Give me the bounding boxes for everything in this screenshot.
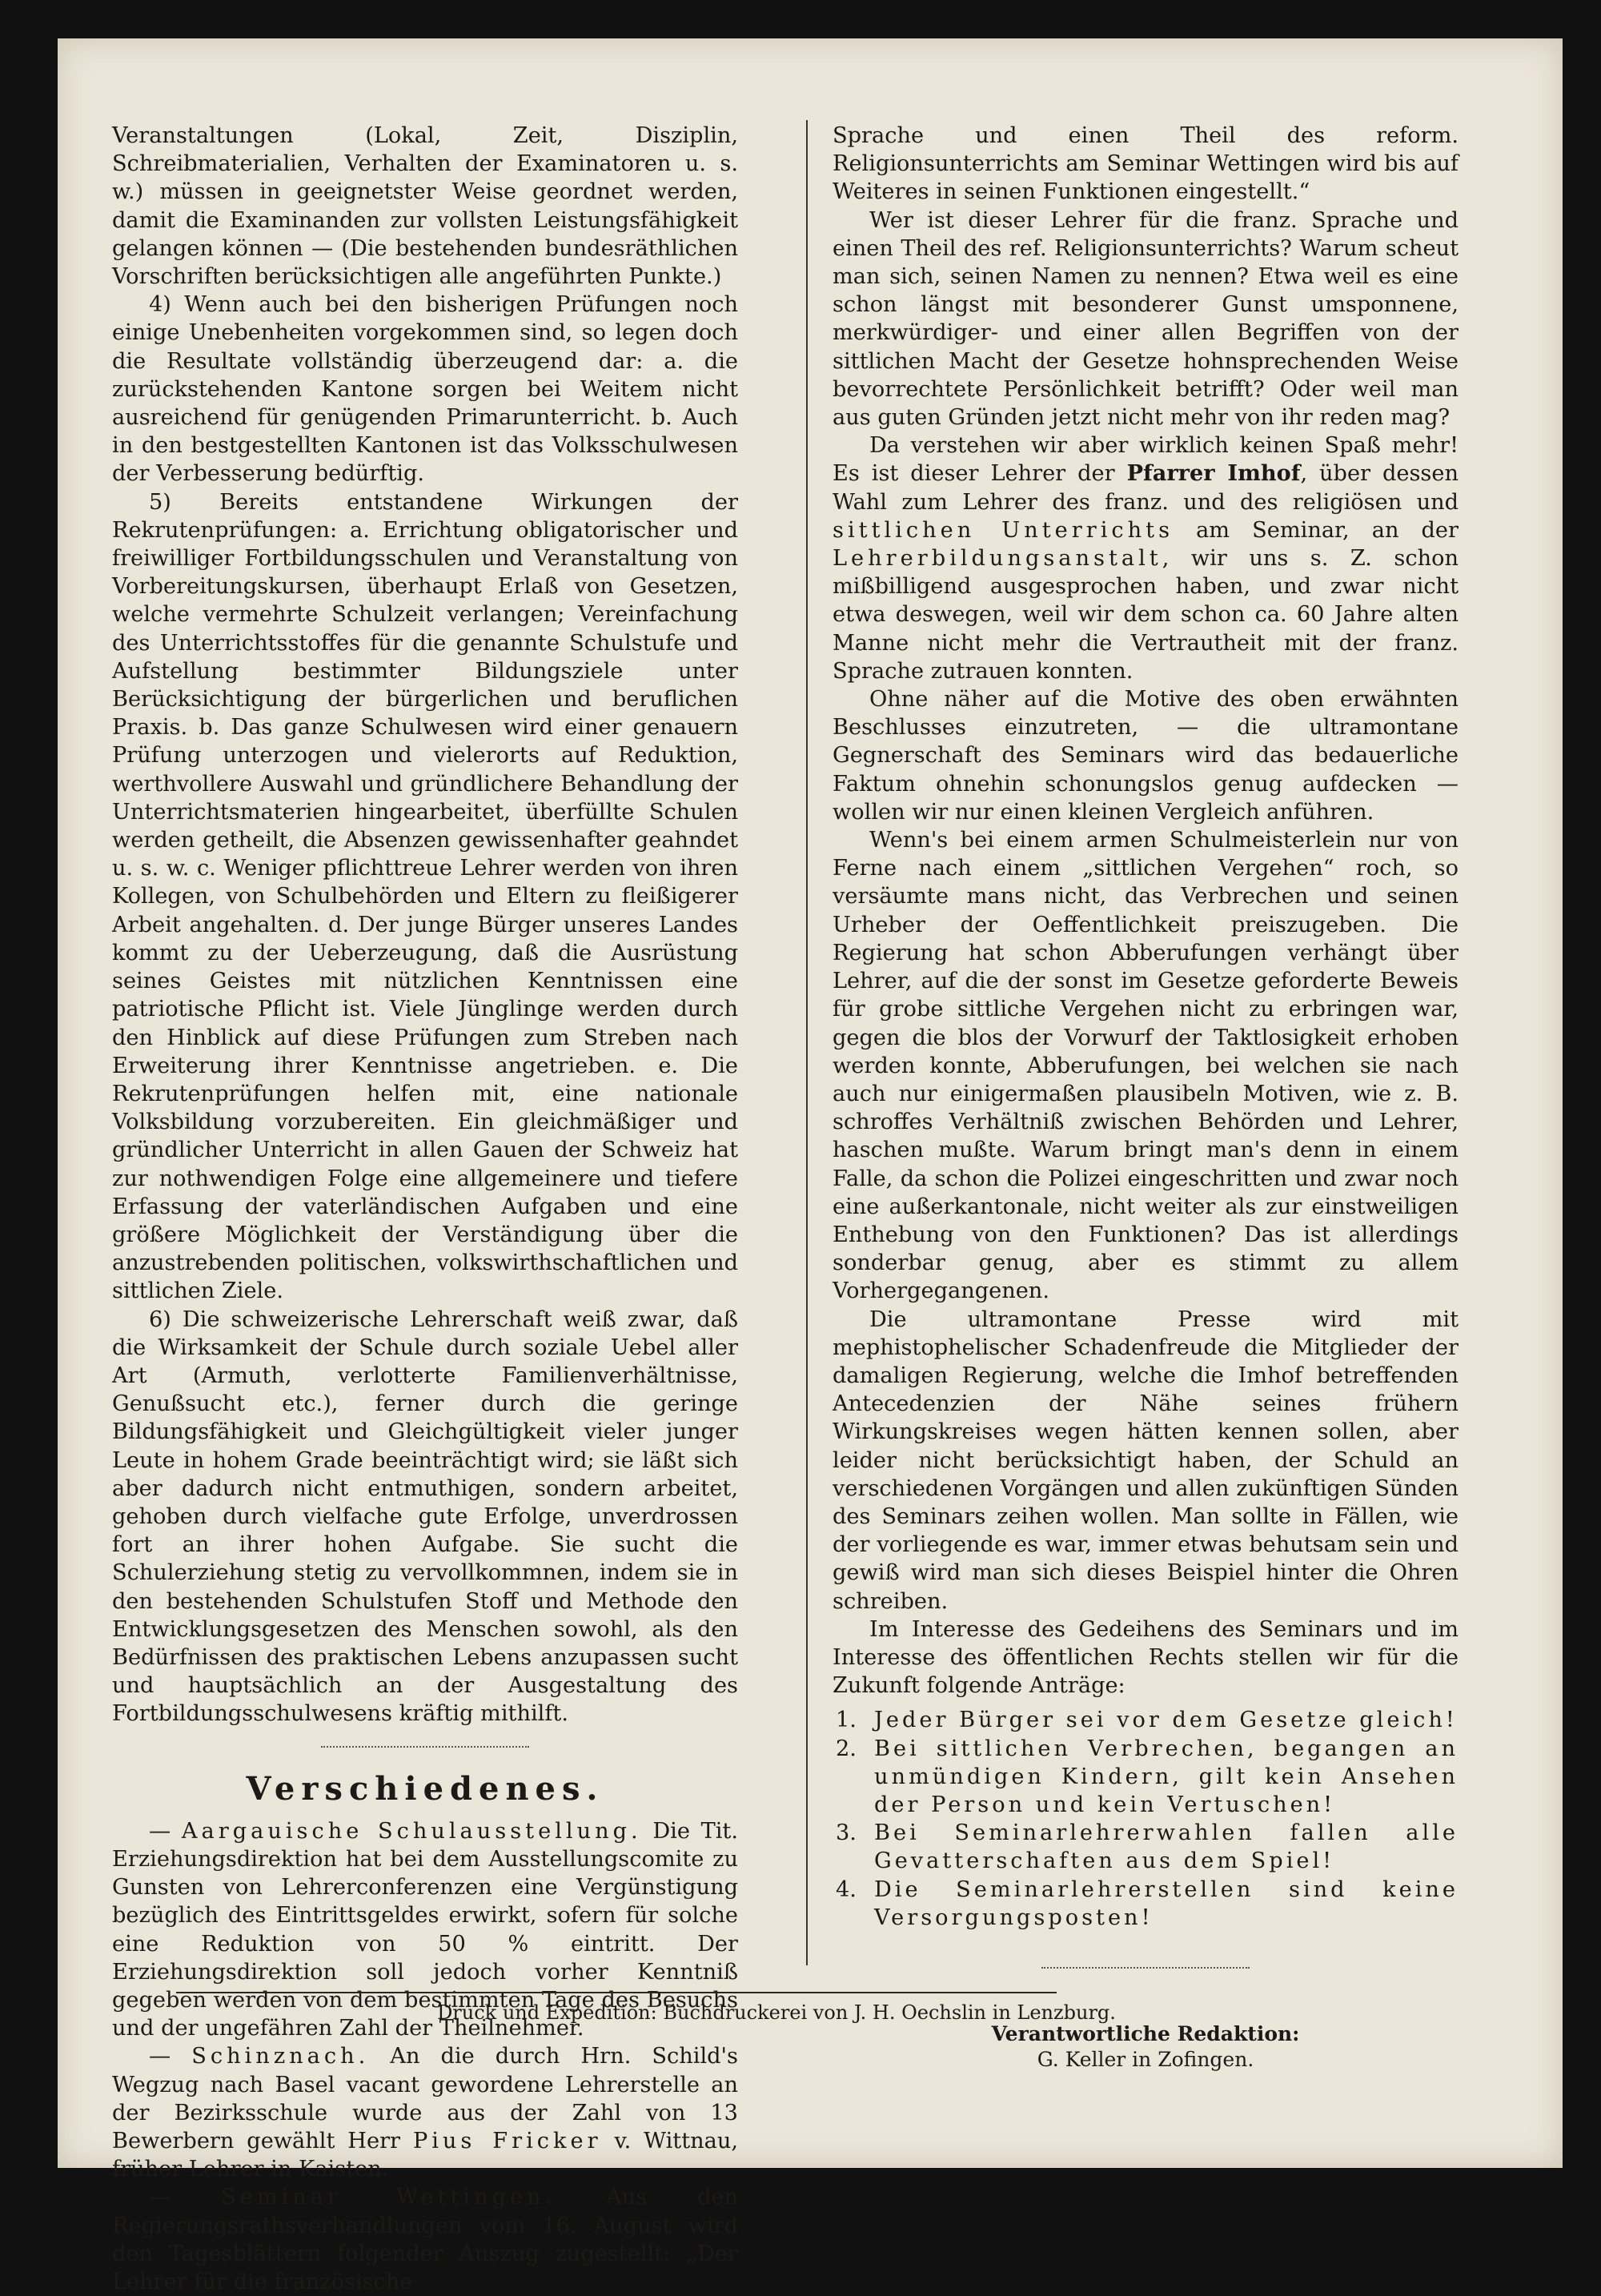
editor-name: G. Keller in Zofingen.	[1037, 2048, 1254, 2071]
item-text: An die durch Hrn. Schild's Wegzug nach Basel vacant gewordene Lehrerstelle an der Bezirksschule wurde aus der Zahl von 13 Bewerbern gewählt Herr	[112, 2044, 738, 2154]
text-run: Da verstehen wir aber wirklich keinen Spaß mehr! Es ist dieser Lehrer der	[833, 433, 1459, 487]
item-text: Die Tit. Erziehungsdirektion hat bei dem Ausstellungscomite zu Gunsten von Lehrerconferenzen eine Vergünstigung bezüglich des Eintrittsgeldes erwirkt, sofern für solche eine Reduktion von 50 % eintritt. Der Erziehungsdirektion soll jedoch vorher Kenntniß gegeben werden von dem bestimmten Tage des Besuchs und der ungefähren Zahl der Theilnehmer.	[112, 1818, 738, 2041]
item-text: Bei Seminarlehrerwahlen fallen alle Gevatterschaften aus dem Spiel!	[874, 1820, 1459, 1874]
item-number: 1.	[836, 1708, 857, 1733]
emphasis: sittlichen Unterrichts	[833, 517, 1174, 543]
item-text: Aus den Regierungsrathsverhandlungen vom 16. August wird den Tagesblättern folgender Auszug zugestellt: „Der Lehrer für die französische	[112, 2185, 738, 2295]
item-dash: —	[149, 1818, 182, 1844]
list-item	[833, 1735, 1459, 1820]
item-text: v. Wittnau, früher Lehrer in Kaisten.	[112, 2129, 739, 2182]
paragraph: Im Interesse des Gedeihens des Seminars und im Interesse des öffentlichen Rechts stellen wir für die Zukunft folgende Anträge:	[833, 1616, 1459, 1699]
paragraph: Sprache und einen Theil des reform. Religionsunterrichts am Seminar Wettingen wird bis auf Weiteres in seinen Funktionen eingestellt.“	[833, 123, 1459, 205]
paragraph: Die ultramontane Presse wird mit mephistophelischer Schadenfreude die Mitglieder der damaligen Regierung, welche die Imhof betreffenden Antecedenzien der Nähe seines frühern Wirkungskreises wegen hätten kennen sollen, aber leider nicht berücksichtigt haben, der Schuld an verschiedenen Vorgängen und allen zukünftigen Sünden des Seminars zeihen wollen. Man sollte in Fällen, wie der vorliegende es war, immer etwas behutsam sein und gewiß wird man sich dieses Beispiel hinter die Ohren schreiben.	[833, 1307, 1459, 1614]
imprint-footer: Druck und Expedition: Buchdruckerei von J. H. Oechslin in Lenzburg.	[437, 2001, 1116, 2024]
editor-label: Verantwortliche Redaktion:	[991, 2022, 1300, 2045]
paragraph: 4) Wenn auch bei den bisherigen Prüfungen noch einige Unebenheiten vorgekommen sind, so legen doch die Resultate vollständig überzeugend dar: a. die zurückstehenden Kantone sorgen bei Weitem nicht ausreichend für genügenden Primarunterricht. b. Auch in den bestgestellten Kantonen ist das Volksschulwesen der Verbesserung bedürftig.	[112, 292, 738, 487]
left-column	[112, 122, 738, 2296]
emphasis: Lehrerbildungsanstalt	[833, 546, 1162, 572]
text-run: am Seminar, an der	[1174, 517, 1459, 543]
right-column	[833, 122, 1459, 2073]
text-run: , über dessen Wahl zum Lehrer des franz. und des religiösen und	[833, 461, 1459, 515]
paragraph: Veranstaltungen (Lokal, Zeit, Disziplin, Schreibmaterialien, Verhalten der Examinatoren u. s. w.) müssen in geeignetster Weise geordnet werden, damit die Examinanden zur vollsten Leistungsfähigkeit gelangen können — (Die bestehenden bundesräthlichen Vorschriften berücksichtigen alle angeführten Punkte.)	[112, 123, 738, 290]
item-text: Bei sittlichen Verbrechen, begangen an unmündigen Kindern, gilt kein Ansehen der Person und kein Vertuschen!	[874, 1736, 1459, 1817]
paragraph: Wer ist dieser Lehrer für die franz. Sprache und einen Theil des ref. Religionsunterrichts? Warum scheut man sich, seinen Namen zu nennen? Etwa weil es eine schon längst mit besonderer Gunst umsponnene, merkwürdiger- und einer allen Begriffen von der sittlichen Macht der Gesetze hohnsprechenden Weise bevorrechtete Persönlichkeit betrifft? Oder weil man aus guten Gründen jetzt nicht mehr von ihr reden mag?	[833, 207, 1459, 431]
item-dash: —	[149, 2044, 192, 2069]
footer-rule	[176, 1992, 1057, 1993]
paragraph: Wenn's bei einem armen Schulmeisterlein nur von Ferne nach einem „sittlichen Vergehen“ roch, so versäumte mans nicht, das Verbrechen und seinen Urheber der Oeffentlichkeit preiszugeben. Die Regierung hat schon Abberufungen verhängt über Lehrer, auf die der sonst im Gesetze geforderte Beweis für grobe sittliche Vergehen nicht zu erbringen war, gegen die blos der Vorwurf der Taktlosigkeit erhoben werden konnte, Abberufungen, bei welchen sie nach auch nur einigermaßen plausibeln Motiven, wie z. B. schroffes Verhältniß zwischen Behörden und Lehrer, haschen mußte. Warum bringt man's denn in einem Falle, da schon die Polizei eingeschritten und zwar noch eine außerkantonale, nicht weiter als zur einstweiligen Enthebung von den Funktionen? Das ist allerdings sonderbar genug, aber es stimmt zu allem Vorhergegangenen.	[833, 828, 1459, 1304]
item-title: Schinznach.	[191, 2044, 370, 2069]
person-name: Pfarrer Imhof	[1126, 460, 1301, 487]
paragraph	[833, 432, 1459, 685]
divider	[1041, 1967, 1250, 1969]
section-heading: Verschiedenes.	[246, 1769, 604, 1808]
paragraph: Ohne näher auf die Motive des oben erwähnten Beschlusses einzutreten, — die ultramontane Gegnerschaft des Seminars wird das bedauerliche Faktum ohnehin schonungslos genug aufdecken — wollen wir nur einen kleinen Vergleich anführen.	[833, 687, 1459, 825]
section-divider	[321, 1746, 529, 1748]
news-item	[112, 2183, 738, 2296]
item-number: 3.	[836, 1820, 857, 1846]
paragraph: 6) Die schweizerische Lehrerschaft weiß zwar, daß die Wirksamkeit der Schule durch soziale Uebel aller Art (Armuth, verlotterte Familienverhältnisse, Genußsucht etc.), ferner durch die geringe Bildungsfähigkeit und Gleichgültigkeit vieler junger Leute in hohem Grade beeinträchtigt wird; sie läßt sich aber dadurch nicht entmuthigen, sondern arbeitet, gehoben durch vielfache gute Erfolge, unverdrossen fort an ihrer hohen Aufgabe. Sie sucht die Schulerziehung stetig zu vervollkommnen, indem sie in den bestehenden Schulstufen Stoff und Methode den Entwicklungsgesetzen des Menschen sowohl, als den Bedürfnissen des praktischen Lebens anzupassen sucht und hauptsächlich an der Ausgestaltung des Fortbildungsschulwesens kräftig mithilft.	[112, 1307, 738, 1727]
item-number: 4.	[836, 1877, 857, 1902]
list-item	[833, 1876, 1459, 1932]
news-item	[112, 2042, 738, 2183]
item-number: 2.	[836, 1736, 857, 1761]
column-rule	[806, 120, 808, 1965]
item-title: Aargauische Schulausstellung.	[181, 1818, 642, 1844]
list-item	[833, 1706, 1459, 1734]
editor-block	[833, 2021, 1459, 2073]
item-text: Die Seminarlehrerstellen sind keine Versorgungsposten!	[874, 1877, 1459, 1930]
item-dash: —	[149, 2185, 222, 2210]
person-name: Pius Fricker	[412, 2129, 602, 2154]
paragraph: 5) Bereits entstandene Wirkungen der Rekrutenprüfungen: a. Errichtung obligatorischer und freiwilliger Fortbildungsschulen und Veranstaltung von Vorbereitungskursen, überhaupt Erlaß von Gesetzen, welche vermehrte Schulzeit verlangen; Vereinfachung des Unterrichtsstoffes für die genannte Schulstufe und Aufstellung bestimmter Bildungsziele unter Berücksichtigung der bürgerlichen und beruflichen Praxis. b. Das ganze Schulwesen wird einer genauern Prüfung unterzogen und vielerorts auf Reduktion, werthvollere Auswahl und gründlichere Behandlung der Unterrichtsmaterien hingearbeitet, überfüllte Schulen werden getheilt, die Absenzen gewissenhafter geahndet u. s. w. c. Weniger pflichttreue Lehrer werden von ihren Kollegen, von Schulbehörden und Eltern zu fleißigerer Arbeit angehalten. d. Der junge Bürger unseres Landes kommt zu der Ueberzeugung, daß die Ausrüstung seines Geistes mit nützlichen Kenntnissen eine patriotische Pflicht ist. Viele Jünglinge werden durch den Hinblick auf diese Prüfungen zum Streben nach Erweiterung ihrer Kenntnisse angetrieben. e. Die Rekrutenprüfungen helfen mit, eine nationale Volksbildung vorzubereiten. Ein gleichmäßiger und gründlicher Unterricht in allen Gauen der Schweiz hat zur nothwendigen Folge eine allgemeinere und tiefere Erfassung der vaterländischen Aufgaben und eine größere Möglichkeit der Verständigung über die anzustrebenden politischen, volkswirthschaftlichen und sittlichen Ziele.	[112, 489, 738, 1304]
item-text: Jeder Bürger sei vor dem Gesetze gleich!	[874, 1708, 1458, 1733]
list-item	[833, 1819, 1459, 1875]
item-title: Seminar Wettingen.	[221, 2185, 556, 2210]
text-run: , wir uns s. Z. schon mißbilligend ausgesprochen haben, und zwar nicht etwa deswegen, weil wir dem schon ca. 60 Jahre alten Manne nicht mehr die Vertrautheit mit der franz. Sprache zutrauen konnten.	[833, 546, 1459, 684]
demands-list	[833, 1706, 1459, 1932]
